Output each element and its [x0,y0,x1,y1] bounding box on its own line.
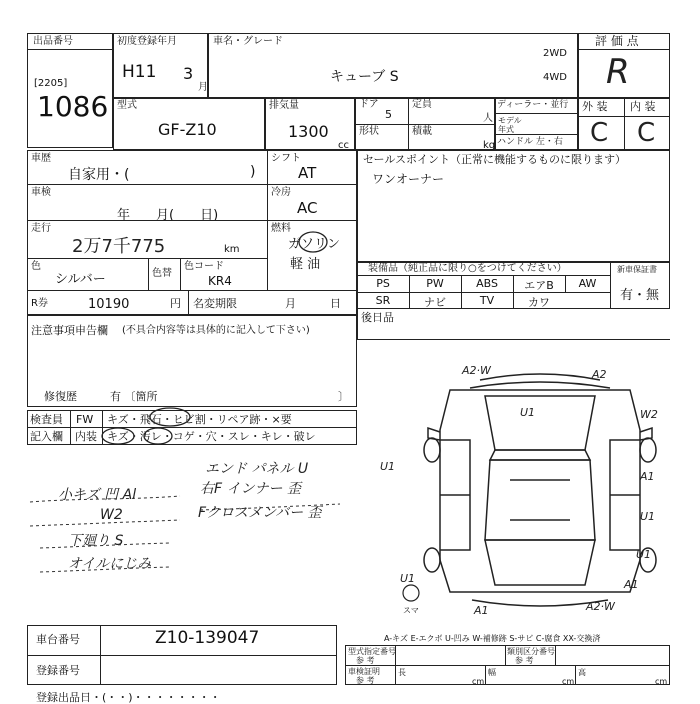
interior-prefix: 内装 [75,430,97,443]
chassis-value: Z10-139047 [155,628,260,648]
exterior-row: キズ・飛石・ヒビ割・リペア跡・×要 [107,413,292,426]
equipment-label: 装備品（純正品に限り○をつけてください） [368,263,567,274]
sales-label: セールスポイント（正常に機能するものに限ります） [363,153,627,166]
shape-label: 形状 [359,126,379,137]
length-label: 長 [398,668,406,677]
dealer-label: ディーラー・並行 [497,100,569,110]
category-label: 類別区分番号 [507,647,555,656]
car-name-label: 車名・グレード [213,36,283,47]
mark-a1-rear: A1 [624,578,639,591]
mark-a1-right: A1 [640,470,655,483]
capacity-unit: 人 [483,113,493,124]
equip-abs: ABS [476,277,498,290]
rating-value: R [606,52,630,92]
length-unit: cm [472,677,485,686]
equip-ps: PS [376,277,390,290]
repair-close: 〕 [338,390,349,403]
type-designation-label: 型式指定番号 [348,647,396,656]
first-reg-label: 初度登録年月 [117,36,177,47]
lot-number: 1086 [37,90,109,123]
interior-grade: C [637,118,656,148]
name-change-month: 月 [285,297,296,310]
note-right-inner: 右F インナー 歪 [200,481,301,497]
load-label: 積載 [412,126,432,137]
color-change-label: 色替 [152,268,172,279]
inspection-value: 年 月( 日) [117,208,219,223]
cert-label: 車検証明 [348,667,380,676]
color-code-label: 色コード [184,261,224,272]
model-label: 型式 [117,100,137,111]
lot-label: 出品番号 [33,36,73,47]
note-cross-member: Fクロスメンバー 歪 [198,505,322,521]
recycle-label: R券 [31,298,48,309]
capacity-label: 定員 [412,99,432,110]
note-w2: W2 [100,507,123,523]
ac-value: AC [297,199,318,217]
note-end-panel: エンド パネル U [205,461,309,477]
interior-label: 内 装 [630,100,656,113]
car-name: キューブ S [330,69,399,85]
shift-label: シフト [271,153,301,164]
reg-label: 登録番号 [36,664,80,677]
mileage-value: 2万7千775 [72,236,166,257]
fuel-circle [296,230,330,254]
fuel-label: 燃料 [271,223,291,234]
ac-label: 冷房 [271,187,291,198]
note-underbody: 下廻り S [68,533,124,549]
mileage-label: 走行 [31,223,51,234]
height-unit: cm [655,677,668,686]
inspector-label: 検査員 [30,413,63,426]
inspector-circle-marks [100,405,210,447]
doors-value: 5 [385,108,392,121]
name-change-label: 名変期限 [193,297,237,310]
new-car-warranty-label: 新車保証書 [617,265,657,274]
doors-label: ドア [359,99,379,110]
lot-code: [2205] [34,78,68,89]
sales-box [357,150,670,262]
diagram-legend: A-キズ E-エクボ U-凹み W-補修跡 S-サビ C-腐食 XX-交換済 [384,634,601,643]
load-unit: kg [483,140,496,151]
recycle-unit: 円 [170,297,181,310]
rating-label: 評 価 点 [595,34,639,48]
equip-leather: カワ [528,296,550,309]
interior-row: キズ・汚レ・コゲ・穴・スレ・キレ・破レ [107,430,316,443]
model-year-label: モデル 年式 [498,116,522,134]
color-code-value: KR4 [208,274,232,288]
drive-4wd: 4WD [543,72,567,83]
after-label: 後日品 [361,311,394,324]
history-close: ) [250,164,256,180]
mark-u1-right-door: U1 [640,510,656,523]
drive-2wd: 2WD [543,48,567,59]
displacement-label: 排気量 [269,100,299,111]
mark-u1-hood: U1 [520,406,536,419]
footer-partial: 登録出品日・(・・)・・・・・・・・ [36,691,221,704]
handwriting-underlines [20,480,360,580]
color-value: シルバー [55,272,106,287]
note-oil-leak: オイルにじみ [68,556,152,572]
equip-navi: ナビ [424,296,446,309]
color-label: 色 [31,261,41,272]
model-value: GF-Z10 [158,120,217,139]
exterior-grade: C [590,118,609,148]
equip-sr: SR [375,294,391,307]
exterior-label: 外 装 [582,100,608,113]
fw-prefix: FW [76,413,94,426]
width-label: 幅 [488,668,496,677]
equip-aw: AW [578,277,597,290]
mark-a2-top: A2 [592,368,607,381]
entry-label: 記入欄 [30,430,63,443]
name-change-day: 日 [330,297,341,310]
handle-label: ハンドル 左・右 [497,137,563,147]
notes-label: 注意事項申告欄 [31,324,108,337]
repair-value: 有 〔箇所 [110,390,158,403]
fuel-diesel: 軽 油 [290,257,321,272]
height-label: 高 [578,668,586,677]
history-label: 車歴 [31,153,51,164]
mark-a1-bottom: A1 [474,604,489,617]
width-unit: cm [562,677,575,686]
mileage-unit: km [224,244,240,255]
note-small-scratch: 小キズ 凹 Al [58,487,137,503]
mark-w2-right: W2 [640,408,658,421]
category-ref: 参 考 [515,656,534,665]
repair-label: 修復歴 [44,390,77,403]
shift-value: AT [298,164,317,182]
chassis-label: 車台番号 [36,633,80,646]
fuel-gas: ガソリン [288,237,341,252]
mark-u1-right-rear: U1 [636,548,652,561]
displacement-unit: cc [338,140,349,151]
sales-point: ワンオーナー [372,172,445,186]
history-value: 自家用・( [68,167,130,183]
smartkey-icon [400,582,422,604]
mark-a2w-top: A2·W [462,364,491,377]
inspection-label: 車検 [31,187,51,198]
mark-u1-left-rear: U1 [400,572,416,585]
equip-tv: TV [479,294,495,307]
equip-pw: PW [426,277,444,290]
type-designation-ref: 参 考 [356,656,375,665]
smartkey-label: スマ [403,606,419,615]
new-car-warranty-value: 有・無 [620,288,660,303]
displacement-value: 1300 [288,122,329,141]
reg-month: 3 [183,64,194,83]
cert-ref: 参 考 [356,676,375,685]
era-year: H11 [122,62,157,82]
equip-airbag: エアB [524,279,554,292]
recycle-amount: 10190 [88,297,130,312]
mark-a2w-rear: A2·W [586,600,615,613]
notes-hint: (不具合内容等は具体的に記入して下さい) [122,325,310,336]
mark-u1-left: U1 [380,460,396,473]
month-unit: 月 [198,82,208,93]
